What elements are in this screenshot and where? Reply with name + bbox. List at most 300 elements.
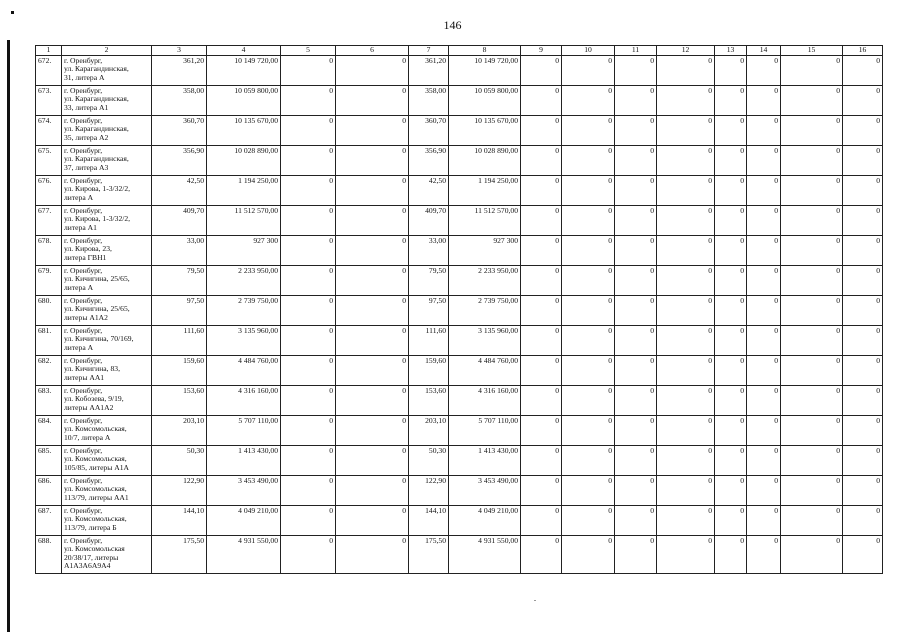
row-number-cell: 677. <box>36 205 62 235</box>
value-cell: 0 <box>781 85 843 115</box>
column-header: 9 <box>521 46 562 56</box>
value-cell: 0 <box>657 115 715 145</box>
value-cell: 0 <box>747 415 781 445</box>
value-cell: 0 <box>843 115 883 145</box>
value-cell: 0 <box>781 385 843 415</box>
value-cell: 0 <box>562 55 615 85</box>
table-row <box>36 535 883 573</box>
value-cell: 0 <box>657 415 715 445</box>
value-cell: 0 <box>715 205 747 235</box>
value-cell: 356,90 <box>152 145 207 175</box>
value-cell: 3 135 960,00 <box>207 325 281 355</box>
value-cell: 361,20 <box>409 55 449 85</box>
value-cell: 153,60 <box>152 385 207 415</box>
value-cell: 0 <box>781 325 843 355</box>
value-cell: 0 <box>521 265 562 295</box>
value-cell: 10 059 800,00 <box>207 85 281 115</box>
value-cell: 175,50 <box>152 535 207 573</box>
value-cell: 10 135 670,00 <box>449 115 521 145</box>
value-cell: 1 413 430,00 <box>207 445 281 475</box>
value-cell: 0 <box>657 205 715 235</box>
row-number-cell: 684. <box>36 415 62 445</box>
value-cell: 0 <box>615 175 657 205</box>
address-cell: г. Оренбург, ул. Кичигина, 25/65, литера А <box>62 265 152 295</box>
table-row <box>36 355 883 385</box>
value-cell: 0 <box>843 205 883 235</box>
value-cell: 1 194 250,00 <box>449 175 521 205</box>
value-cell: 203,10 <box>409 415 449 445</box>
value-cell: 33,00 <box>409 235 449 265</box>
column-header: 5 <box>281 46 336 56</box>
value-cell: 3 453 490,00 <box>207 475 281 505</box>
value-cell: 0 <box>281 445 336 475</box>
value-cell: 79,50 <box>409 265 449 295</box>
row-number-cell: 679. <box>36 265 62 295</box>
value-cell: 0 <box>657 85 715 115</box>
value-cell: 0 <box>281 415 336 445</box>
value-cell: 0 <box>336 385 409 415</box>
value-cell: 0 <box>781 205 843 235</box>
value-cell: 0 <box>521 505 562 535</box>
value-cell: 11 512 570,00 <box>207 205 281 235</box>
table-body <box>36 55 883 573</box>
value-cell: 0 <box>281 325 336 355</box>
address-cell: г. Оренбург, ул. Кирова, 1-3/32/2, литера А <box>62 175 152 205</box>
value-cell: 0 <box>657 325 715 355</box>
value-cell: 0 <box>747 265 781 295</box>
table-row <box>36 385 883 415</box>
value-cell: 0 <box>657 175 715 205</box>
value-cell: 0 <box>562 475 615 505</box>
value-cell: 0 <box>521 535 562 573</box>
value-cell: 0 <box>657 505 715 535</box>
value-cell: 1 194 250,00 <box>207 175 281 205</box>
value-cell: 0 <box>562 505 615 535</box>
table-row <box>36 325 883 355</box>
value-cell: 0 <box>747 475 781 505</box>
value-cell: 79,50 <box>152 265 207 295</box>
value-cell: 4 931 550,00 <box>207 535 281 573</box>
value-cell: 0 <box>715 445 747 475</box>
value-cell: 0 <box>615 205 657 235</box>
address-cell: г. Оренбург, ул. Комсомольская 20/38/17, литеры А1А3А6А9А4 <box>62 535 152 573</box>
value-cell: 0 <box>615 145 657 175</box>
value-cell: 2 739 750,00 <box>449 295 521 325</box>
value-cell: 0 <box>747 535 781 573</box>
address-cell: г. Оренбург, ул. Кобозева, 9/19, литеры АА1А2 <box>62 385 152 415</box>
value-cell: 144,10 <box>152 505 207 535</box>
value-cell: 0 <box>562 325 615 355</box>
value-cell: 0 <box>336 535 409 573</box>
column-header: 8 <box>449 46 521 56</box>
table-row <box>36 265 883 295</box>
table-row <box>36 445 883 475</box>
value-cell: 0 <box>562 535 615 573</box>
value-cell: 10 135 670,00 <box>207 115 281 145</box>
column-header: 11 <box>615 46 657 56</box>
value-cell: 0 <box>615 55 657 85</box>
value-cell: 0 <box>843 475 883 505</box>
value-cell: 97,50 <box>152 295 207 325</box>
scan-edge-bar <box>7 40 10 632</box>
value-cell: 0 <box>781 355 843 385</box>
value-cell: 0 <box>781 445 843 475</box>
value-cell: 2 233 950,00 <box>207 265 281 295</box>
value-cell: 0 <box>521 85 562 115</box>
address-cell: г. Оренбург, ул. Комсомольская, 113/79, литеры АА1 <box>62 475 152 505</box>
value-cell: 0 <box>715 475 747 505</box>
row-number-cell: 683. <box>36 385 62 415</box>
value-cell: 0 <box>747 445 781 475</box>
row-number-cell: 681. <box>36 325 62 355</box>
value-cell: 42,50 <box>409 175 449 205</box>
value-cell: 0 <box>747 55 781 85</box>
table-row <box>36 55 883 85</box>
table-row <box>36 415 883 445</box>
value-cell: 0 <box>715 55 747 85</box>
table-row <box>36 295 883 325</box>
value-cell: 0 <box>843 505 883 535</box>
value-cell: 0 <box>657 235 715 265</box>
value-cell: 0 <box>747 145 781 175</box>
row-number-cell: 687. <box>36 505 62 535</box>
value-cell: 0 <box>521 325 562 355</box>
value-cell: 0 <box>747 355 781 385</box>
value-cell: 97,50 <box>409 295 449 325</box>
table-row <box>36 505 883 535</box>
value-cell: 10 149 720,00 <box>449 55 521 85</box>
address-cell: г. Оренбург, ул. Комсомольская, 113/79, литера Б <box>62 505 152 535</box>
value-cell: 0 <box>843 175 883 205</box>
value-cell: 0 <box>715 295 747 325</box>
value-cell: 0 <box>657 55 715 85</box>
column-header: 16 <box>843 46 883 56</box>
value-cell: 0 <box>615 325 657 355</box>
value-cell: 0 <box>336 175 409 205</box>
value-cell: 4 931 550,00 <box>449 535 521 573</box>
value-cell: 1 413 430,00 <box>449 445 521 475</box>
table-row <box>36 145 883 175</box>
column-header: 3 <box>152 46 207 56</box>
value-cell: 0 <box>781 55 843 85</box>
address-cell: г. Оренбург, ул. Карагандинская, 37, литера А3 <box>62 145 152 175</box>
table-row <box>36 175 883 205</box>
row-number-cell: 674. <box>36 115 62 145</box>
value-cell: 0 <box>615 445 657 475</box>
value-cell: 0 <box>781 115 843 145</box>
value-cell: 0 <box>521 145 562 175</box>
header-row <box>36 46 883 56</box>
value-cell: 3 135 960,00 <box>449 325 521 355</box>
row-number-cell: 680. <box>36 295 62 325</box>
value-cell: 0 <box>843 325 883 355</box>
value-cell: 0 <box>781 235 843 265</box>
value-cell: 50,30 <box>409 445 449 475</box>
value-cell: 122,90 <box>409 475 449 505</box>
value-cell: 0 <box>843 145 883 175</box>
address-cell: г. Оренбург, ул. Карагандинская, 31, литера А <box>62 55 152 85</box>
value-cell: 0 <box>281 85 336 115</box>
value-cell: 0 <box>521 385 562 415</box>
value-cell: 4 049 210,00 <box>207 505 281 535</box>
value-cell: 0 <box>336 115 409 145</box>
value-cell: 0 <box>715 235 747 265</box>
value-cell: 0 <box>521 355 562 385</box>
value-cell: 10 149 720,00 <box>207 55 281 85</box>
value-cell: 122,90 <box>152 475 207 505</box>
value-cell: 0 <box>715 115 747 145</box>
value-cell: 0 <box>562 385 615 415</box>
value-cell: 0 <box>615 85 657 115</box>
value-cell: 10 059 800,00 <box>449 85 521 115</box>
column-header: 12 <box>657 46 715 56</box>
value-cell: 358,00 <box>409 85 449 115</box>
value-cell: 159,60 <box>409 355 449 385</box>
value-cell: 0 <box>281 55 336 85</box>
value-cell: 0 <box>747 295 781 325</box>
value-cell: 0 <box>715 415 747 445</box>
value-cell: 0 <box>615 235 657 265</box>
value-cell: 356,90 <box>409 145 449 175</box>
row-number-cell: 678. <box>36 235 62 265</box>
column-header: 7 <box>409 46 449 56</box>
value-cell: 0 <box>747 325 781 355</box>
value-cell: 0 <box>521 235 562 265</box>
value-cell: 153,60 <box>409 385 449 415</box>
value-cell: 0 <box>615 475 657 505</box>
value-cell: 0 <box>715 355 747 385</box>
row-number-cell: 688. <box>36 535 62 573</box>
value-cell: 0 <box>715 265 747 295</box>
value-cell: 0 <box>521 445 562 475</box>
value-cell: 203,10 <box>152 415 207 445</box>
value-cell: 0 <box>336 85 409 115</box>
row-number-cell: 685. <box>36 445 62 475</box>
value-cell: 33,00 <box>152 235 207 265</box>
value-cell: 0 <box>336 145 409 175</box>
value-cell: 0 <box>562 415 615 445</box>
value-cell: 0 <box>562 175 615 205</box>
value-cell: 0 <box>562 235 615 265</box>
value-cell: 0 <box>747 385 781 415</box>
value-cell: 0 <box>657 145 715 175</box>
value-cell: 0 <box>843 55 883 85</box>
address-cell: г. Оренбург, ул. Комсомольская, 10/7, литера А <box>62 415 152 445</box>
value-cell: 0 <box>615 295 657 325</box>
address-cell: г. Оренбург, ул. Кирова, 1-3/32/2, литера А1 <box>62 205 152 235</box>
value-cell: 0 <box>281 355 336 385</box>
value-cell: 0 <box>281 235 336 265</box>
value-cell: 4 484 760,00 <box>207 355 281 385</box>
value-cell: 0 <box>281 505 336 535</box>
value-cell: 927 300 <box>449 235 521 265</box>
value-cell: 5 707 110,00 <box>207 415 281 445</box>
value-cell: 0 <box>281 205 336 235</box>
value-cell: 0 <box>521 115 562 145</box>
value-cell: 0 <box>521 415 562 445</box>
table-row <box>36 205 883 235</box>
row-number-cell: 672. <box>36 55 62 85</box>
value-cell: 0 <box>843 535 883 573</box>
value-cell: 0 <box>336 205 409 235</box>
value-cell: 2 739 750,00 <box>207 295 281 325</box>
value-cell: 0 <box>715 85 747 115</box>
value-cell: 0 <box>781 505 843 535</box>
value-cell: 0 <box>843 235 883 265</box>
value-cell: 4 484 760,00 <box>449 355 521 385</box>
value-cell: 360,70 <box>409 115 449 145</box>
value-cell: 0 <box>781 175 843 205</box>
value-cell: 0 <box>657 265 715 295</box>
value-cell: 0 <box>281 145 336 175</box>
value-cell: 0 <box>521 205 562 235</box>
value-cell: 42,50 <box>152 175 207 205</box>
value-cell: 0 <box>843 265 883 295</box>
value-cell: 0 <box>615 415 657 445</box>
value-cell: 0 <box>562 265 615 295</box>
value-cell: 409,70 <box>152 205 207 235</box>
value-cell: 0 <box>562 85 615 115</box>
value-cell: 0 <box>657 385 715 415</box>
value-cell: 0 <box>336 265 409 295</box>
value-cell: 111,60 <box>409 325 449 355</box>
value-cell: 0 <box>562 145 615 175</box>
scan-speck <box>534 600 536 601</box>
value-cell: 0 <box>336 295 409 325</box>
value-cell: 0 <box>521 475 562 505</box>
value-cell: 0 <box>715 505 747 535</box>
value-cell: 0 <box>562 115 615 145</box>
value-cell: 3 453 490,00 <box>449 475 521 505</box>
value-cell: 111,60 <box>152 325 207 355</box>
property-table <box>35 45 883 574</box>
value-cell: 0 <box>336 445 409 475</box>
row-number-cell: 686. <box>36 475 62 505</box>
column-header: 15 <box>781 46 843 56</box>
column-header: 4 <box>207 46 281 56</box>
value-cell: 10 028 890,00 <box>449 145 521 175</box>
value-cell: 11 512 570,00 <box>449 205 521 235</box>
value-cell: 0 <box>562 205 615 235</box>
value-cell: 0 <box>615 115 657 145</box>
value-cell: 0 <box>657 535 715 573</box>
address-cell: г. Оренбург, ул. Карагандинская, 33, литера А1 <box>62 85 152 115</box>
value-cell: 0 <box>747 205 781 235</box>
value-cell: 0 <box>843 295 883 325</box>
value-cell: 0 <box>281 265 336 295</box>
address-cell: г. Оренбург, ул. Комсомольская, 105/85, литеры А1А <box>62 445 152 475</box>
value-cell: 0 <box>281 475 336 505</box>
value-cell: 0 <box>336 415 409 445</box>
value-cell: 2 233 950,00 <box>449 265 521 295</box>
table-row <box>36 475 883 505</box>
value-cell: 361,20 <box>152 55 207 85</box>
value-cell: 0 <box>281 535 336 573</box>
value-cell: 0 <box>281 385 336 415</box>
value-cell: 0 <box>781 265 843 295</box>
value-cell: 0 <box>781 295 843 325</box>
value-cell: 10 028 890,00 <box>207 145 281 175</box>
value-cell: 0 <box>281 175 336 205</box>
column-header: 2 <box>62 46 152 56</box>
value-cell: 0 <box>715 325 747 355</box>
value-cell: 0 <box>657 475 715 505</box>
page-number: 146 <box>443 18 462 32</box>
value-cell: 0 <box>781 415 843 445</box>
value-cell: 0 <box>781 475 843 505</box>
value-cell: 0 <box>781 535 843 573</box>
table-row <box>36 115 883 145</box>
value-cell: 0 <box>843 445 883 475</box>
value-cell: 0 <box>715 175 747 205</box>
value-cell: 0 <box>657 445 715 475</box>
address-cell: г. Оренбург, ул. Кирова, 23, литера ГВН1 <box>62 235 152 265</box>
value-cell: 0 <box>657 295 715 325</box>
value-cell: 0 <box>281 115 336 145</box>
value-cell: 0 <box>562 295 615 325</box>
value-cell: 0 <box>843 385 883 415</box>
value-cell: 0 <box>562 355 615 385</box>
value-cell: 0 <box>715 535 747 573</box>
value-cell: 0 <box>843 85 883 115</box>
value-cell: 409,70 <box>409 205 449 235</box>
value-cell: 4 316 160,00 <box>449 385 521 415</box>
value-cell: 0 <box>521 175 562 205</box>
value-cell: 0 <box>615 265 657 295</box>
value-cell: 0 <box>747 85 781 115</box>
value-cell: 0 <box>336 325 409 355</box>
value-cell: 50,30 <box>152 445 207 475</box>
value-cell: 358,00 <box>152 85 207 115</box>
scan-dot <box>11 11 14 14</box>
value-cell: 159,60 <box>152 355 207 385</box>
value-cell: 0 <box>843 415 883 445</box>
value-cell: 0 <box>336 475 409 505</box>
value-cell: 0 <box>336 355 409 385</box>
value-cell: 0 <box>336 505 409 535</box>
value-cell: 4 316 160,00 <box>207 385 281 415</box>
value-cell: 0 <box>562 445 615 475</box>
value-cell: 0 <box>521 55 562 85</box>
table-row <box>36 235 883 265</box>
column-header: 10 <box>562 46 615 56</box>
value-cell: 0 <box>747 235 781 265</box>
column-header: 13 <box>715 46 747 56</box>
value-cell: 0 <box>843 355 883 385</box>
value-cell: 0 <box>781 145 843 175</box>
address-cell: г. Оренбург, ул. Карагандинская, 35, литера А2 <box>62 115 152 145</box>
value-cell: 0 <box>747 175 781 205</box>
value-cell: 0 <box>715 385 747 415</box>
value-cell: 5 707 110,00 <box>449 415 521 445</box>
table-row <box>36 85 883 115</box>
column-header: 14 <box>747 46 781 56</box>
value-cell: 0 <box>715 145 747 175</box>
value-cell: 927 300 <box>207 235 281 265</box>
value-cell: 0 <box>615 355 657 385</box>
address-cell: г. Оренбург, ул. Кичигина, 70/169, литера А <box>62 325 152 355</box>
value-cell: 0 <box>336 55 409 85</box>
column-header: 6 <box>336 46 409 56</box>
address-cell: г. Оренбург, ул. Кичигина, 25/65, литеры А1А2 <box>62 295 152 325</box>
value-cell: 175,50 <box>409 535 449 573</box>
row-number-cell: 675. <box>36 145 62 175</box>
row-number-cell: 682. <box>36 355 62 385</box>
value-cell: 0 <box>747 115 781 145</box>
value-cell: 0 <box>747 505 781 535</box>
column-header: 1 <box>36 46 62 56</box>
value-cell: 360,70 <box>152 115 207 145</box>
